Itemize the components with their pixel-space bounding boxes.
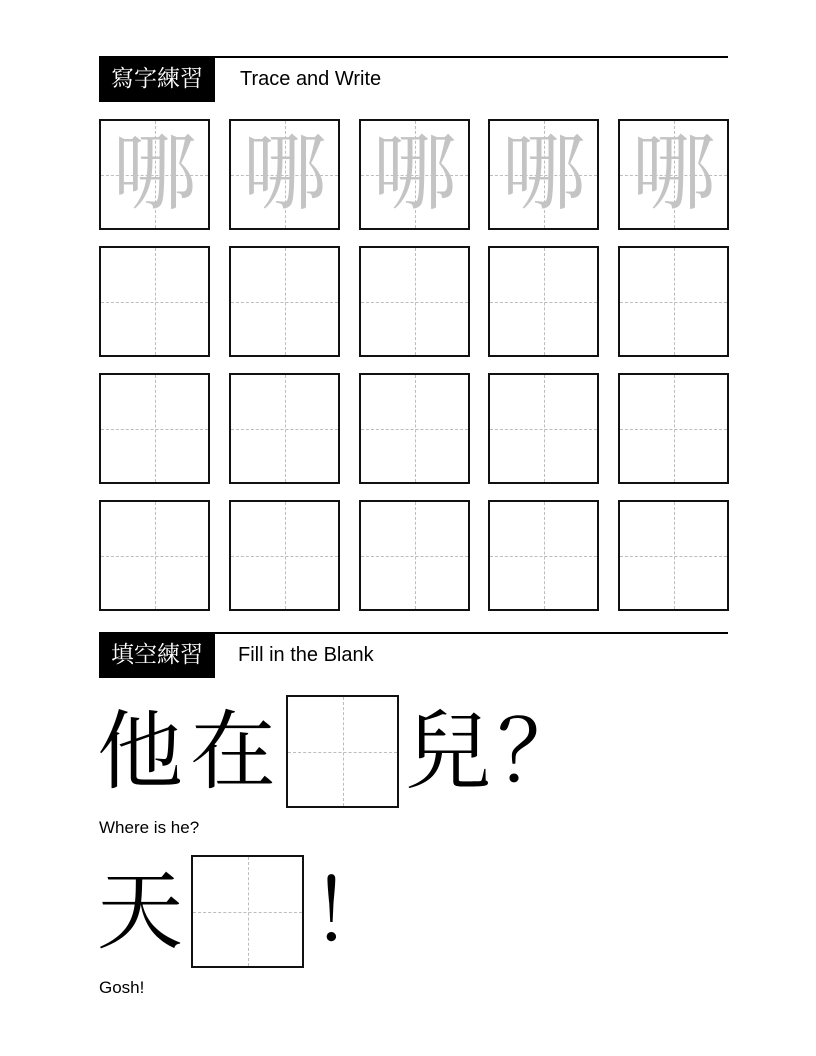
sentence-1-translation: Where is he? (99, 818, 200, 837)
trace-character: 哪 (112, 124, 197, 222)
trace-cell[interactable] (229, 119, 340, 230)
practice-cell[interactable] (99, 246, 210, 357)
guide-line-horizontal (490, 556, 597, 557)
trace-cell[interactable] (359, 119, 470, 230)
sentence-punctuation: ！ (310, 862, 396, 962)
guide-line-horizontal (361, 429, 468, 430)
trace-cell[interactable] (488, 119, 599, 230)
practice-cell[interactable] (229, 373, 340, 484)
guide-line-horizontal (620, 302, 727, 303)
guide-line-horizontal (101, 556, 208, 557)
guide-line-horizontal (490, 302, 597, 303)
guide-line-horizontal (361, 556, 468, 557)
practice-cell[interactable] (359, 246, 470, 357)
answer-blank-box[interactable] (191, 855, 304, 968)
trace-cell[interactable] (99, 119, 210, 230)
trace-section-label-en: Trace and Write (240, 68, 382, 90)
guide-line-horizontal (101, 429, 208, 430)
practice-cell[interactable] (229, 246, 340, 357)
practice-cell[interactable] (488, 373, 599, 484)
sentence-char: 他 (97, 702, 183, 802)
guide-line-horizontal (288, 752, 397, 753)
practice-cell[interactable] (488, 500, 599, 611)
fill-section-label-zh: 填空練習 (99, 632, 215, 678)
practice-grid (99, 119, 729, 614)
guide-line-horizontal (620, 556, 727, 557)
answer-blank-box[interactable] (286, 695, 399, 808)
guide-line-horizontal (193, 912, 302, 913)
practice-cell[interactable] (99, 500, 210, 611)
trace-section-header (99, 56, 728, 102)
trace-character: 哪 (631, 124, 716, 222)
sentence-char: 在 (190, 702, 276, 802)
trace-character: 哪 (242, 124, 327, 222)
fill-section-label-en: Fill in the Blank (238, 644, 374, 666)
fill-section-header (99, 632, 728, 678)
guide-line-horizontal (231, 302, 338, 303)
sentence-char: 兒 (405, 702, 491, 802)
trace-character: 哪 (372, 124, 457, 222)
practice-cell[interactable] (618, 500, 729, 611)
guide-line-horizontal (620, 429, 727, 430)
guide-line-horizontal (231, 556, 338, 557)
guide-line-horizontal (101, 302, 208, 303)
practice-cell[interactable] (618, 246, 729, 357)
practice-cell[interactable] (359, 500, 470, 611)
sentence-punctuation: ？ (497, 702, 583, 802)
practice-cell[interactable] (229, 500, 340, 611)
guide-line-horizontal (361, 302, 468, 303)
practice-cell[interactable] (99, 373, 210, 484)
practice-cell[interactable] (488, 246, 599, 357)
guide-line-horizontal (231, 429, 338, 430)
practice-cell[interactable] (359, 373, 470, 484)
practice-cell[interactable] (618, 373, 729, 484)
trace-character: 哪 (501, 124, 586, 222)
trace-cell[interactable] (618, 119, 729, 230)
trace-section-label-zh: 寫字練習 (99, 56, 215, 102)
guide-line-horizontal (490, 429, 597, 430)
sentence-2-translation: Gosh! (99, 978, 145, 997)
sentence-char: 天 (97, 862, 183, 962)
